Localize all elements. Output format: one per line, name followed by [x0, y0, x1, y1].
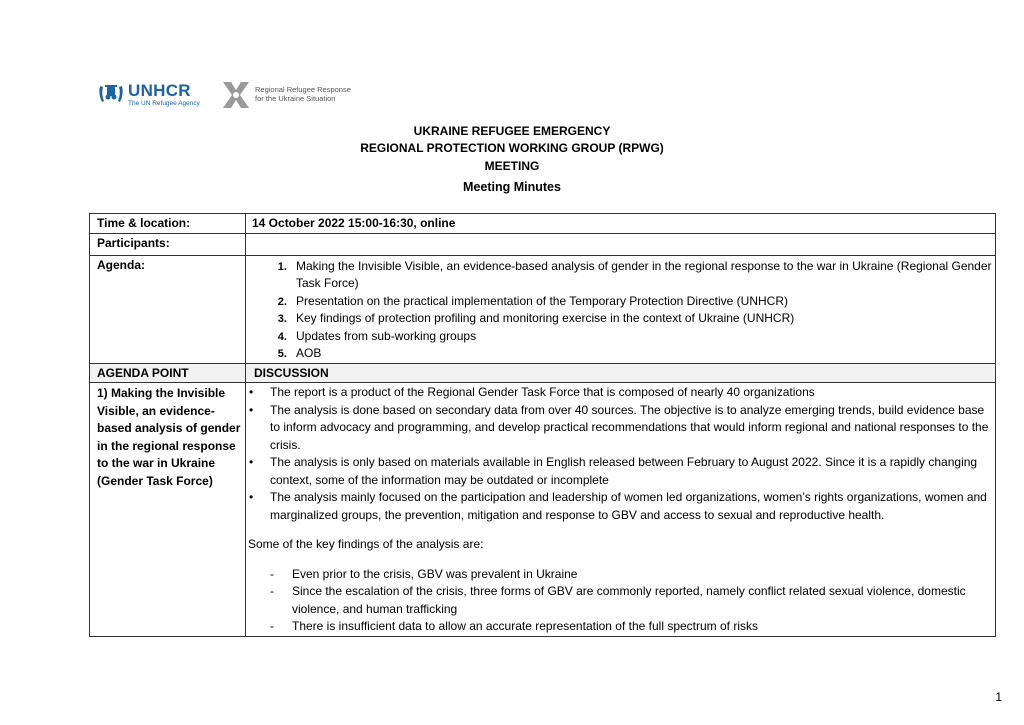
agenda-item: 1. Making the Invisible Visible, an evidence-based analysis of gender in the regional response to the war in Ukraine (Regional Gender Task Force) [290, 258, 995, 293]
page-number: 1 [995, 690, 1002, 704]
minutes-table [89, 213, 996, 637]
agenda-item: 5. AOB [290, 345, 995, 363]
findings-list [248, 566, 995, 636]
discussion-bullets [248, 384, 995, 524]
discussion-bullet: • The analysis is done based on secondary data from over 40 sources. The objective is to analyze emerging trends, build evidence base to inform advocacy and programming, and develop practical recommendations that would inform regional and national responses to the crisis. [270, 402, 995, 455]
finding-item: - Even prior to the crisis, GBV was prevalent in Ukraine [292, 566, 995, 584]
agenda-item: 4. Updates from sub-working groups [290, 328, 995, 346]
document-title-line-1: UKRAINE REFUGEE EMERGENCY [413, 124, 611, 138]
participants-value [246, 233, 996, 255]
unhcr-logo [96, 80, 206, 110]
agenda-item: 2. Presentation on the practical implementation of the Temporary Protection Directive (UNHCR) [290, 293, 995, 311]
time-location-row [90, 214, 996, 234]
document-subtitle: Meeting Minutes [463, 180, 561, 194]
findings-intro: Some of the key findings of the analysis are: [248, 537, 484, 551]
agenda-point-1-row [90, 383, 996, 637]
discussion-header: DISCUSSION [246, 363, 996, 383]
regional-refugee-response-logo [221, 80, 361, 112]
participants-label: Participants: [90, 233, 246, 255]
agenda-item: 3. Key findings of protection profiling and monitoring exercise in the context of Ukraine (UNHCR) [290, 310, 995, 328]
agenda-list-cell [246, 255, 996, 363]
time-location-label: Time & location: [90, 214, 246, 234]
rrr-line-2: for the Ukraine Situation [255, 94, 336, 103]
cross-emblem-icon [221, 80, 251, 110]
agenda-point-header: AGENDA POINT [90, 363, 246, 383]
finding-item: - There is insufficient data to allow an accurate representation of the full spectrum of risks [292, 618, 995, 636]
unhcr-wordmark: UNHCR [128, 81, 191, 100]
rrr-line-1: Regional Refugee Response [255, 85, 351, 94]
participants-row [90, 233, 996, 255]
unhcr-tagline: The UN Refugee Agency [128, 100, 200, 107]
agenda-row [90, 255, 996, 363]
rrr-text [255, 85, 351, 103]
discussion-bullet: • The analysis mainly focused on the participation and leadership of women led organizations, women’s rights organizations, women and marginalized groups, the prevention, mitigation and response to GBV and access to sexual and reproductive health. [270, 489, 995, 524]
document-title-line-2: REGIONAL PROTECTION WORKING GROUP (RPWG) [360, 141, 664, 155]
time-location-value: 14 October 2022 15:00-16:30, online [246, 214, 996, 234]
unhcr-emblem-icon [96, 80, 126, 108]
discussion-bullet: • The analysis is only based on materials available in English released between February to August 2022. Since it is a rapidly changing context, some of the information may be outdated or incomplete [270, 454, 995, 489]
finding-item: - Since the escalation of the crisis, three forms of GBV are commonly reported, namely conflict related sexual violence, domestic violence, and human trafficking [292, 583, 995, 618]
agenda-point-1-label: 1) Making the Invisible Visible, an evidence-based analysis of gender in the regional response to the war in Ukraine (Gender Task Force) [90, 383, 246, 637]
agenda-list [252, 258, 995, 363]
discussion-bullet: • The report is a product of the Regional Gender Task Force that is composed of nearly 40 organizations [270, 384, 995, 402]
agenda-label: Agenda: [90, 255, 246, 363]
agenda-point-1-discussion [246, 383, 996, 637]
document-title-line-3: MEETING [484, 159, 540, 173]
column-header-row [90, 363, 996, 383]
